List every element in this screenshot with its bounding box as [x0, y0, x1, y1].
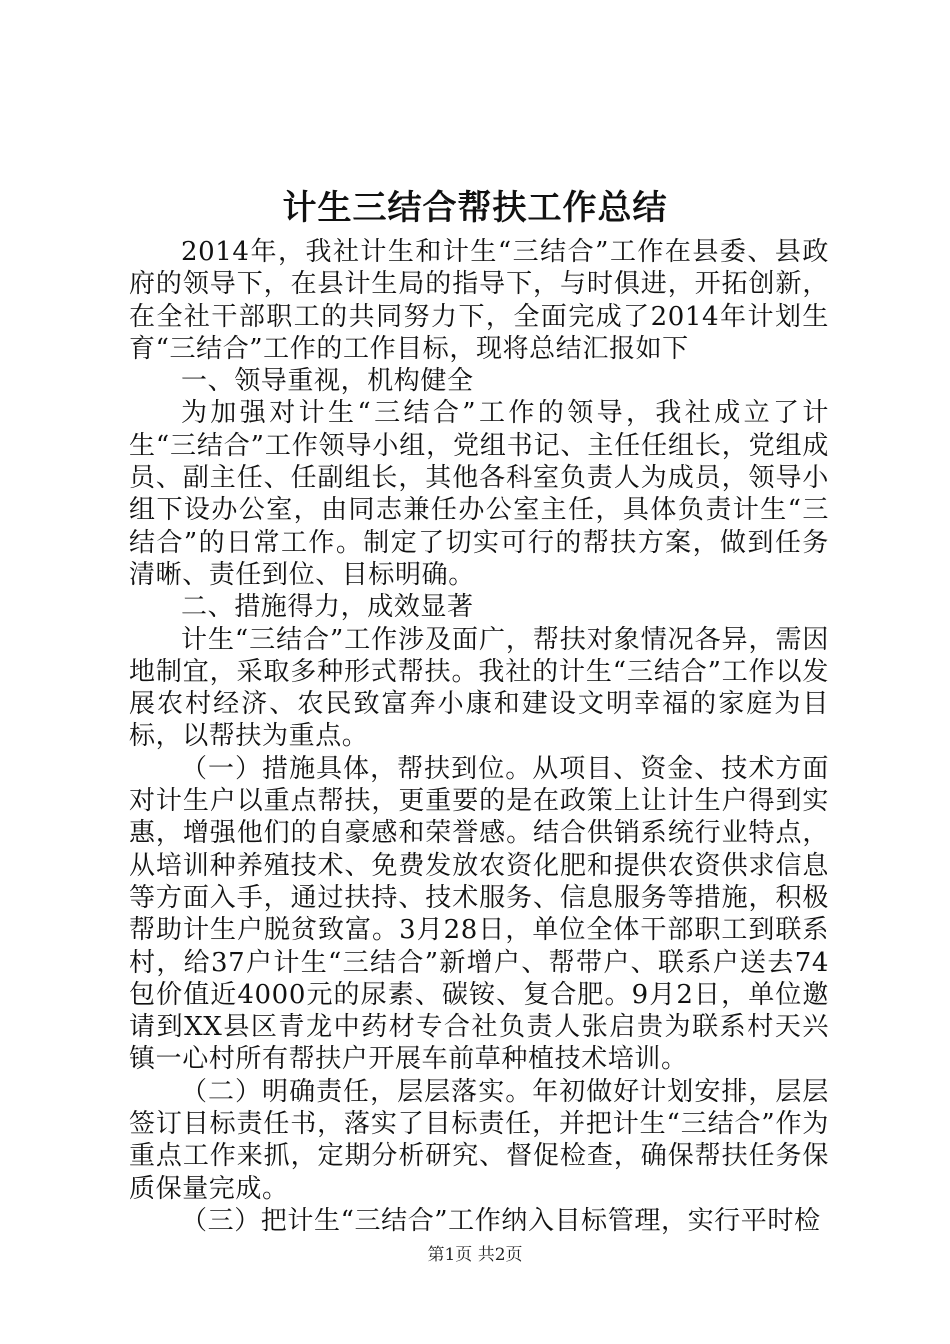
paragraph-leadership: 为加强对计生“三结合”工作的领导，我社成立了计生“三结合”工作领导小组，党组书记、主任任组长，党组成员、副主任、任副组长，其他各科室负责人为成员，领导小组下设办公室，由同志兼任办公室主任，具体负责计生“三结合”的日常工作。制定了切实可行的帮扶方案，做到任务清晰、责任到位、目标明确。: [129, 398, 829, 590]
section-heading-2: 二、措施得力，成效显著: [181, 592, 474, 623]
paragraph-measures: 计生“三结合”工作涉及面广，帮扶对象情况各异，需因地制宜，采取多种形式帮扶。我社的计生“三结合”工作以发展农村经济、农民致富奔小康和建设文明幸福的家庭为目标，以帮扶为重点。: [129, 624, 829, 752]
document-body: [129, 236, 829, 1237]
paragraph-intro: 2014年，我社计生和计生“三结合”工作在县委、县政府的领导下，在县计生局的指导下，与时俱进，开拓创新，在全社干部职工的共同努力下，全面完成了2014年计划生育“三结合”工作的工作目标，现将总结汇报如下: [129, 237, 829, 364]
paragraph-measure-2: （二）明确责任，层层落实。年初做好计划安排，层层签订目标责任书，落实了目标责任，并把计生“三结合”作为重点工作来抓，定期分析研究、督促检查，确保帮扶任务保质保量完成。: [129, 1076, 829, 1204]
document-title: 计生三结合帮扶工作总结: [282, 188, 668, 228]
section-heading-1: 一、领导重视，机构健全: [181, 366, 474, 397]
page-footer: 第1页 共2页: [427, 1245, 523, 1265]
paragraph-measure-3: （三）把计生“三结合”工作纳入目标管理，实行平时检: [181, 1205, 821, 1236]
paragraph-measure-1: （一）措施具体，帮扶到位。从项目、资金、技术方面对计生户以重点帮扶，更重要的是在政策上让计生户得到实惠，增强他们的自豪感和荣誉感。结合供销系统行业特点，从培训种养殖技术、免费发放农资化肥和提供农资供求信息等方面入手，通过扶持、技术服务、信息服务等措施，积极帮助计生户脱贫致富。3月28日，单位全体干部职工到联系村，给37户计生“三结合”新增户、帮带户、联系户送去74包价值近4000元的尿素、碳铵、复合肥。9月2日，单位邀请到XX县区青龙中药材专合社负责人张启贵为联系村天兴镇一心村所有帮扶户开展车前草种植技术培训。: [129, 753, 829, 1075]
